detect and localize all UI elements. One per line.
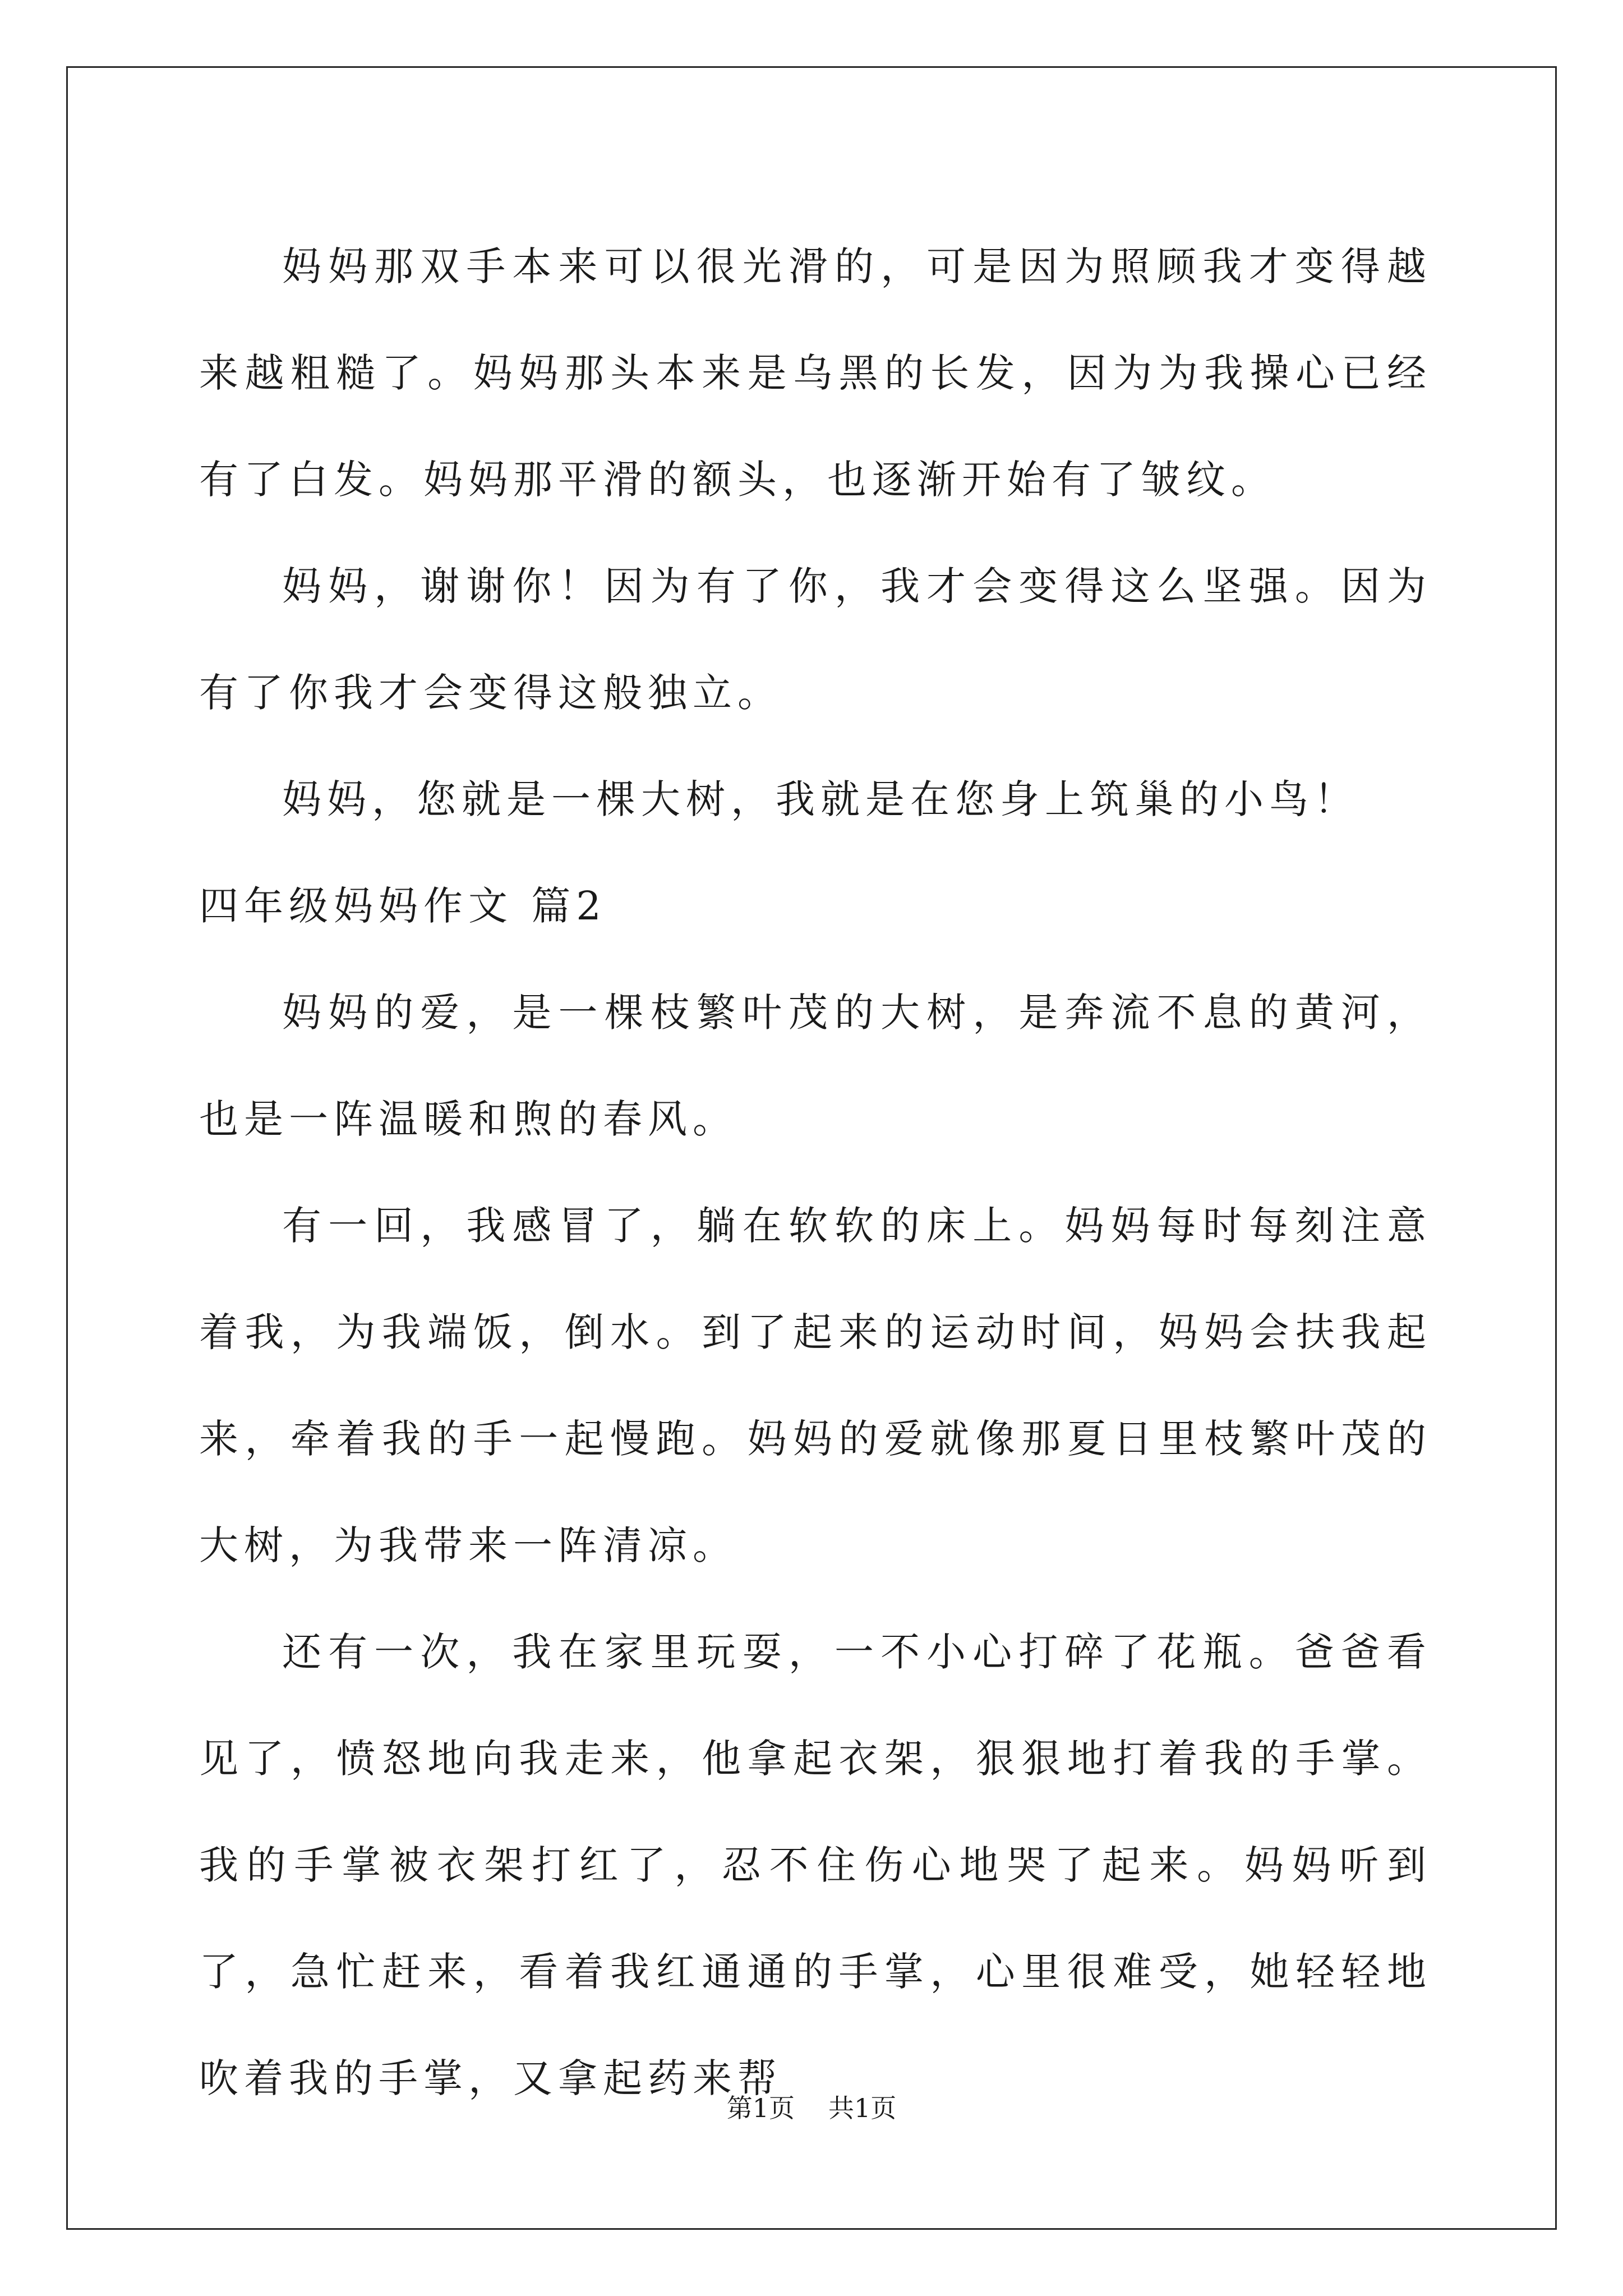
document-body [199, 213, 1432, 2132]
paragraph: 妈妈，谢谢你！因为有了你，我才会变得这么坚强。因为有了你我才会变得这般独立。 [199, 563, 1432, 716]
page-footer [0, 2088, 1623, 2125]
paragraph: 妈妈那双手本来可以很光滑的，可是因为照顾我才变得越来越粗糙了。妈妈那头本来是乌黑的长发，因为为我操心已经有了白发。妈妈那平滑的额头，也逐渐开始有了皱纹。 [199, 243, 1432, 503]
paragraph: 还有一次，我在家里玩耍，一不小心打碎了花瓶。爸爸看见了，愤怒地向我走来，他拿起衣架，狠狠地打着我的手掌。我的手掌被衣架打红了，忍不住伤心地哭了起来。妈妈听到了，急忙赶来，看着我红通通的手掌，心里很难受，她轻轻地吹着我的手掌，又拿起药来帮 [199, 1629, 1432, 2101]
page-number: 第1页 [726, 2093, 795, 2123]
page-total: 共1页 [828, 2093, 897, 2123]
paragraph: 妈妈的爱，是一棵枝繁叶茂的大树，是奔流不息的黄河，也是一阵温暖和煦的春风。 [199, 990, 1432, 1142]
section-heading: 四年级妈妈作文 篇2 [199, 883, 607, 929]
paragraph: 妈妈，您就是一棵大树，我就是在您身上筑巢的小鸟！ [282, 776, 1359, 822]
paragraph: 有一回，我感冒了，躺在软软的床上。妈妈每时每刻注意着我，为我端饭，倒水。到了起来的运动时间，妈妈会扶我起来，牵着我的手一起慢跑。妈妈的爱就像那夏日里枝繁叶茂的大树，为我带来一阵清凉。 [199, 1203, 1432, 1568]
